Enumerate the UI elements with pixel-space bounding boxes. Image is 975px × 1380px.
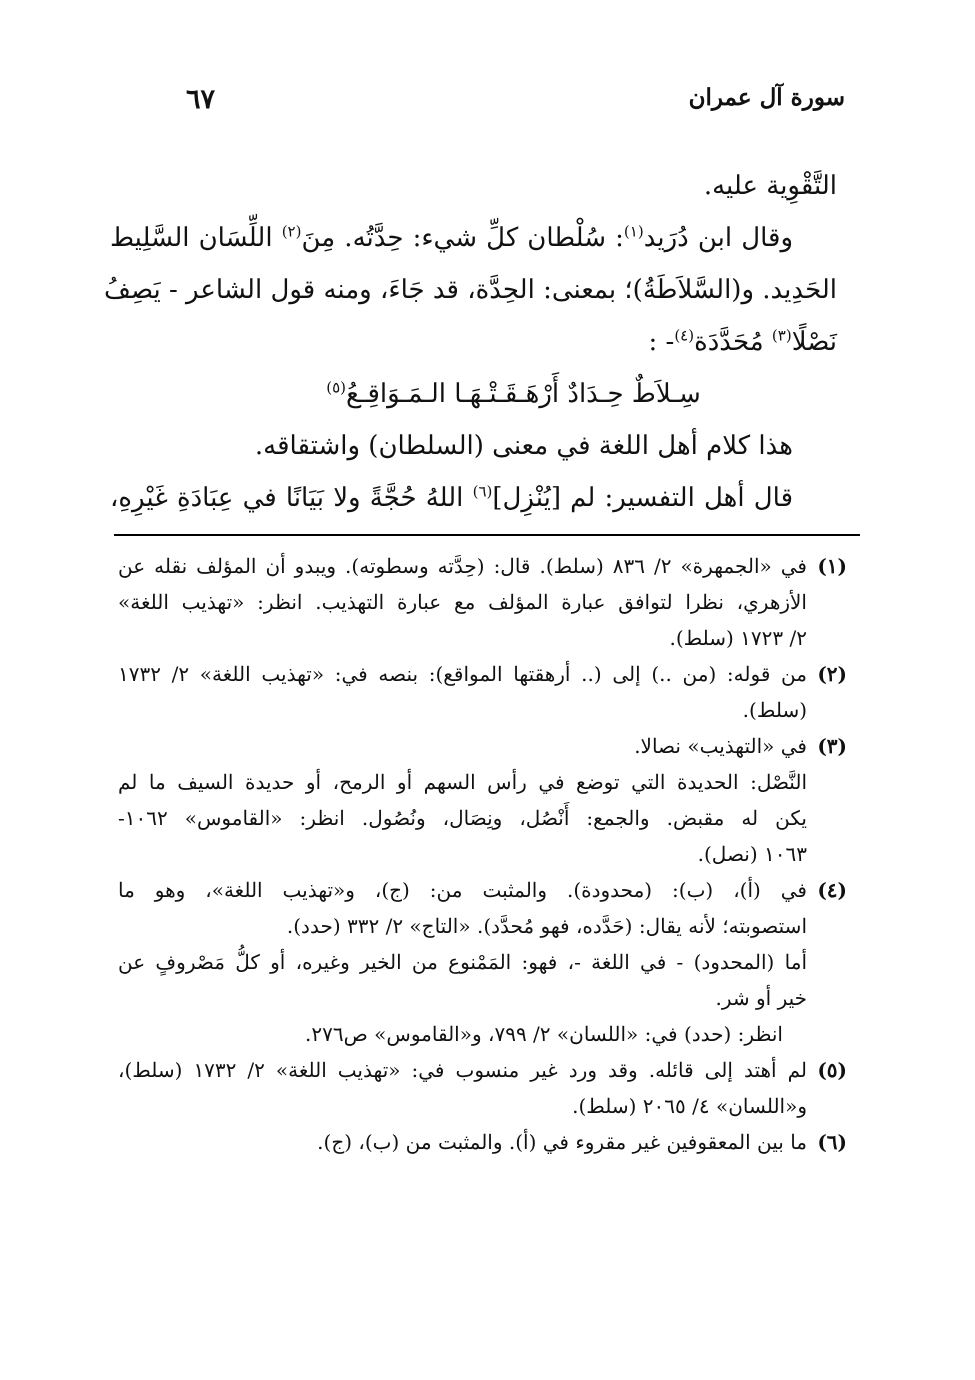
footnote-line: (سلط). bbox=[742, 698, 807, 722]
footnote bbox=[118, 1124, 847, 1160]
body-text: اللِّسَان السَّلِيط bbox=[110, 223, 273, 253]
body-text: : سُلْطان كلِّ شيء: حِدَّتُه. مِنَ bbox=[301, 223, 624, 253]
footnote bbox=[118, 872, 847, 1052]
body-text: قال أهل التفسير: لم [يُنْزِل] bbox=[492, 483, 794, 513]
footnote-line: استصوبته؛ لأنه يقال: (حَدَّده، فهو مُحدَّد). «التاج» ٢/ ٣٣٢ (حدد). bbox=[286, 914, 807, 938]
body-text: مُحَدَّدَة bbox=[694, 327, 764, 357]
footnote-line: ما بين المعقوفين غير مقروء في (أ). والمثبت من (ب)، (ج). bbox=[317, 1130, 807, 1154]
footnote bbox=[118, 656, 847, 728]
footnote bbox=[118, 728, 847, 872]
footnote-number: (١) bbox=[817, 554, 847, 578]
body-text: نَصْلًا bbox=[791, 327, 837, 357]
footnote-line: خير أو شر. bbox=[715, 986, 807, 1010]
body-text: وقال ابن دُرَيد bbox=[643, 223, 793, 253]
footnote-line: في «الجمهرة» ٢/ ٨٣٦ (سلط). قال: (حِدَّته وسطوته). ويبدو أن المؤلف نقله عن bbox=[118, 554, 807, 578]
footnote-number: (٣) bbox=[817, 734, 847, 758]
footnote-line: ١٠٦٣ (نصل). bbox=[697, 842, 807, 866]
footnote-line: يكن له مقبض. والجمع: أَنْصُل، ونِصَال، ونُصُول. انظر: «القاموس» ١٠٦٢- bbox=[118, 806, 807, 830]
footnote-marker: (٦) bbox=[472, 482, 493, 501]
footnote-line: أما (المحدود) - في اللغة -، فهو: المَمْنوع من الخير وغيره، أو كلُّ مَصْروفٍ عن bbox=[118, 950, 807, 974]
body-text: اللهُ حُجَّةً ولا بَيَانًا في عِبَادَةِ غَيْرِهِ، bbox=[110, 483, 464, 513]
footnote bbox=[118, 1052, 847, 1124]
footnote-number: (٤) bbox=[817, 878, 847, 902]
main-text bbox=[104, 160, 837, 524]
footnote-line: انظر: (حدد) في: «اللسان» ٢/ ٧٩٩، و«القاموس» ص٢٧٦. bbox=[305, 1022, 783, 1046]
footnote-number: (٥) bbox=[817, 1058, 847, 1082]
page-number: ٦٧ bbox=[186, 84, 216, 115]
footnote-line: في «التهذيب» نصالا. bbox=[634, 734, 807, 758]
poetry-verse bbox=[110, 368, 837, 420]
footnote-number: (٦) bbox=[817, 1130, 847, 1154]
body-line bbox=[110, 316, 837, 368]
body-line: الحَدِيد. و(السَّلاَطَةُ)؛ بمعنى: الحِدَّة، قد جَاءَ، ومنه قول الشاعر - يَصِفُ bbox=[104, 275, 837, 305]
running-title: سورة آل عمران bbox=[688, 84, 845, 111]
page-header bbox=[110, 84, 845, 120]
footnote-line: و«اللسان» ٤/ ٢٠٦٥ (سلط). bbox=[572, 1094, 807, 1118]
footnote-separator bbox=[114, 534, 860, 536]
footnote-line: ٢/ ١٧٢٣ (سلط). bbox=[669, 626, 807, 650]
footnote-line: الأزهري، نظرا لتوافق عبارة المؤلف مع عبارة التهذيب. انظر: «تهذيب اللغة» bbox=[118, 590, 807, 614]
footnote-number: (٢) bbox=[817, 662, 847, 686]
footnotes bbox=[118, 548, 847, 1160]
footnote-line: لم أهتد إلى قائله. وقد ورد غير منسوب في: «تهذيب اللغة» ٢/ ١٧٣٢ (سلط)، bbox=[118, 1058, 807, 1082]
body-line: التَّقْوِية عليه. bbox=[703, 171, 837, 201]
footnote bbox=[118, 548, 847, 656]
footnote-line: من قوله: (من ..) إلى (.. أرهقتها المواقع): بنصه في: «تهذيب اللغة» ٢/ ١٧٣٢ bbox=[118, 662, 807, 686]
verse-text: سِـلاَطٌ حِـدَادٌ أَرْهَـقَـتْـهَـا الـمَـوَاقِـعُ bbox=[346, 379, 701, 409]
footnote-marker: (٢) bbox=[281, 222, 302, 241]
footnote-marker: (٤) bbox=[674, 326, 695, 345]
footnote-marker: (٥) bbox=[326, 378, 347, 397]
body-text: - : bbox=[648, 327, 675, 357]
body-line bbox=[110, 472, 837, 524]
footnote-line: النَّصْل: الحديدة التي توضع في رأس السهم أو الرمح، أو حديدة السيف ما لم bbox=[118, 770, 807, 794]
footnote-line: في (أ)، (ب): (محدودة). والمثبت من: (ج)، و«تهذيب اللغة»، وهو ما bbox=[118, 878, 807, 902]
body-line: هذا كلام أهل اللغة في معنى (السلطان) واشتقاقه. bbox=[254, 431, 793, 461]
body-line bbox=[110, 212, 837, 264]
footnote-marker: (١) bbox=[623, 222, 644, 241]
footnote-marker: (٣) bbox=[771, 326, 792, 345]
